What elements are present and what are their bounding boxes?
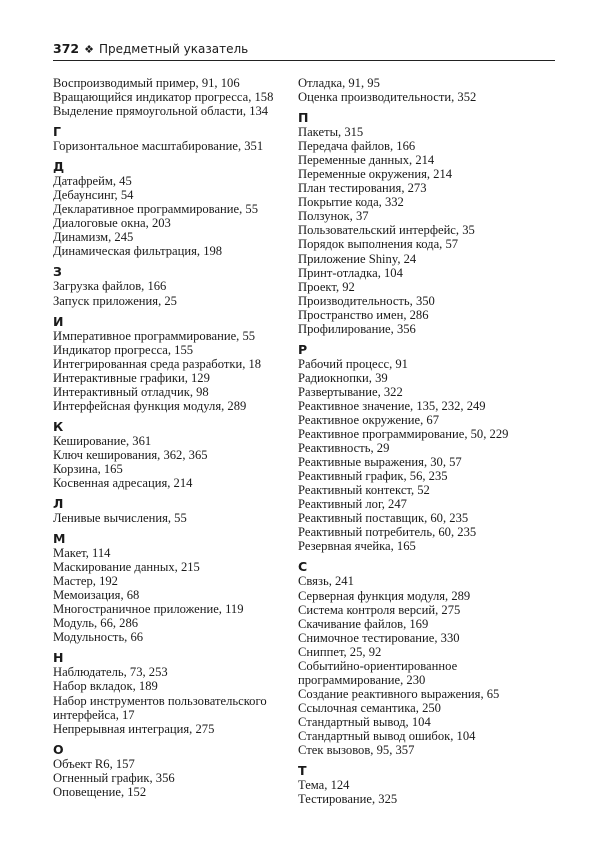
index-letter-heading: О xyxy=(53,741,64,757)
index-entry: Ссылочная семантика, 250 xyxy=(298,700,441,715)
index-entry: Приложение Shiny, 24 xyxy=(298,251,417,266)
index-group xyxy=(53,531,298,644)
index-entry: Создание реактивного выражения, 65 xyxy=(298,686,500,701)
index-letter-heading: З xyxy=(53,264,62,280)
index-entry: Принт-отладка, 104 xyxy=(298,265,403,280)
index-entry: Многостраничное приложение, 119 xyxy=(53,602,244,617)
index-group xyxy=(53,742,298,799)
running-title: Предметный указатель xyxy=(98,42,249,56)
index-group xyxy=(298,559,543,757)
index-entry: Динамизм, 245 xyxy=(53,230,134,245)
index-entry: Ключ кеширования, 362, 365 xyxy=(53,447,208,462)
index-entry: План тестирования, 273 xyxy=(298,181,427,196)
index-entry: Оценка производительности, 352 xyxy=(298,90,477,105)
index-entry: Оповещение, 152 xyxy=(53,784,147,799)
index-group xyxy=(53,76,298,118)
index-entry: Отладка, 91, 95 xyxy=(298,76,380,90)
index-group xyxy=(53,159,298,258)
index-group xyxy=(298,110,543,336)
index-column-right xyxy=(298,76,543,806)
index-entry: Реактивный поставщик, 60, 235 xyxy=(298,511,469,526)
index-entry: Запуск приложения, 25 xyxy=(53,293,177,308)
index-entry: Профилирование, 356 xyxy=(298,321,416,336)
index-letter-heading: П xyxy=(298,110,309,126)
index-group xyxy=(298,76,543,104)
index-entry: Императивное программирование, 55 xyxy=(53,328,256,343)
index-entry: Реактивное окружение, 67 xyxy=(298,412,440,427)
index-entry: Порядок выполнения кода, 57 xyxy=(298,237,459,252)
index-entry: Косвенная адресация, 214 xyxy=(53,475,193,490)
index-entry: Объект R6, 157 xyxy=(53,756,135,771)
index-entry: программирование, 230 xyxy=(298,672,426,687)
index-column-left xyxy=(53,76,298,799)
index-entry: Модульность, 66 xyxy=(53,630,144,645)
index-entry: Покрытие кода, 332 xyxy=(298,195,404,210)
index-entry: Пространство имен, 286 xyxy=(298,307,429,322)
index-letter-heading: К xyxy=(53,418,64,434)
index-entry: Реактивность, 29 xyxy=(298,441,390,456)
index-entry: Проект, 92 xyxy=(298,279,355,294)
index-entry: Реактивный график, 56, 235 xyxy=(298,469,448,484)
index-entry: Вращающийся индикатор прогресса, 158 xyxy=(53,90,274,105)
index-entry: Реактивный лог, 247 xyxy=(298,497,407,512)
index-entry: Пользовательский интерфейс, 35 xyxy=(298,223,475,238)
index-group xyxy=(53,124,298,153)
index-group xyxy=(53,264,298,307)
index-entry: Развертывание, 322 xyxy=(298,384,403,399)
index-entry: Маскирование данных, 215 xyxy=(53,560,200,575)
index-entry: Стандартный вывод, 104 xyxy=(298,714,431,729)
index-entry: Переменные данных, 214 xyxy=(298,153,435,168)
index-entry: Кеширование, 361 xyxy=(53,433,152,448)
index-entry: Сниппет, 25, 92 xyxy=(298,644,382,659)
index-entry: Скачивание файлов, 169 xyxy=(298,616,429,631)
index-entry: Декларативное программирование, 55 xyxy=(53,202,258,217)
index-entry: Корзина, 165 xyxy=(53,461,123,476)
index-entry: Набор инструментов пользовательского xyxy=(53,693,267,708)
index-entry: Снимочное тестирование, 330 xyxy=(298,630,460,645)
index-letter-heading: И xyxy=(53,313,64,329)
index-group xyxy=(53,314,298,413)
index-letter-heading: Т xyxy=(298,763,307,779)
index-entry: Стек вызовов, 95, 357 xyxy=(298,743,415,758)
index-entry: Стандартный вывод ошибок, 104 xyxy=(298,728,476,743)
index-group xyxy=(298,763,543,806)
index-group xyxy=(53,496,298,525)
index-entry: Непрерывная интеграция, 275 xyxy=(53,721,215,736)
index-entry: Модуль, 66, 286 xyxy=(53,616,139,631)
index-entry: Передача файлов, 166 xyxy=(298,139,416,154)
index-entry: Реактивное значение, 135, 232, 249 xyxy=(298,398,486,413)
index-entry: Радиокнопки, 39 xyxy=(298,370,388,385)
index-entry: Переменные окружения, 214 xyxy=(298,167,453,182)
index-entry: Макет, 114 xyxy=(53,546,111,561)
index-entry: Датафрейм, 45 xyxy=(53,174,132,189)
index-group xyxy=(53,650,298,735)
index-entry: Реактивный потребитель, 60, 235 xyxy=(298,525,477,540)
index-entry: Мемоизация, 68 xyxy=(53,588,140,603)
page-number: 372 xyxy=(53,41,80,56)
index-entry: Пакеты, 315 xyxy=(298,125,364,140)
index-entry: Ленивые вычисления, 55 xyxy=(53,511,187,526)
index-entry: Серверная функция модуля, 289 xyxy=(298,588,471,603)
index-entry: Горизонтальное масштабирование, 351 xyxy=(53,139,264,154)
index-letter-heading: С xyxy=(298,559,308,575)
index-entry: Производительность, 350 xyxy=(298,293,435,308)
index-entry: Мастер, 192 xyxy=(53,574,118,589)
index-entry: Ползунок, 37 xyxy=(298,209,369,224)
index-entry: Загрузка файлов, 166 xyxy=(53,279,167,294)
index-letter-heading: М xyxy=(53,531,66,547)
index-entry: Реактивные выражения, 30, 57 xyxy=(298,455,462,470)
index-entry: Дебаунсинг, 54 xyxy=(53,188,134,203)
index-letter-heading: Л xyxy=(53,496,64,512)
index-group xyxy=(53,419,298,490)
index-entry: интерфейса, 17 xyxy=(53,707,135,722)
index-entry: Интерфейсная функция модуля, 289 xyxy=(53,398,247,413)
index-entry: Огненный график, 356 xyxy=(53,770,175,785)
index-entry: Набор вкладок, 189 xyxy=(53,679,158,694)
index-entry: Интегрированная среда разработки, 18 xyxy=(53,356,262,371)
index-entry: Система контроля версий, 275 xyxy=(298,602,461,617)
index-letter-heading: Д xyxy=(53,159,65,175)
index-entry: Реактивное программирование, 50, 229 xyxy=(298,427,509,442)
index-entry: Тема, 124 xyxy=(298,778,350,793)
index-letter-heading: Р xyxy=(298,341,308,357)
index-letter-heading: Н xyxy=(53,650,64,666)
index-group xyxy=(298,342,543,554)
index-entry: Реактивный контекст, 52 xyxy=(298,483,430,498)
index-entry: Интерактивные графики, 129 xyxy=(53,370,210,385)
index-entry: Интерактивный отладчик, 98 xyxy=(53,384,209,399)
running-header xyxy=(53,41,555,61)
index-entry: Динамическая фильтрация, 198 xyxy=(53,244,223,259)
index-entry: Индикатор прогресса, 155 xyxy=(53,342,194,357)
index-entry: Событийно-ориентированное xyxy=(298,658,458,673)
ornament-icon: ❖ xyxy=(84,43,94,56)
index-entry: Рабочий процесс, 91 xyxy=(298,356,408,371)
index-entry: Тестирование, 325 xyxy=(298,792,398,807)
index-entry: Выделение прямоугольной области, 134 xyxy=(53,104,269,119)
index-entry: Наблюдатель, 73, 253 xyxy=(53,665,168,680)
index-entry: Связь, 241 xyxy=(298,574,354,589)
index-entry: Резервная ячейка, 165 xyxy=(298,539,416,554)
index-entry: Диалоговые окна, 203 xyxy=(53,216,171,231)
index-letter-heading: Г xyxy=(53,124,61,140)
index-entry: Воспроизводимый пример, 91, 106 xyxy=(53,76,240,90)
